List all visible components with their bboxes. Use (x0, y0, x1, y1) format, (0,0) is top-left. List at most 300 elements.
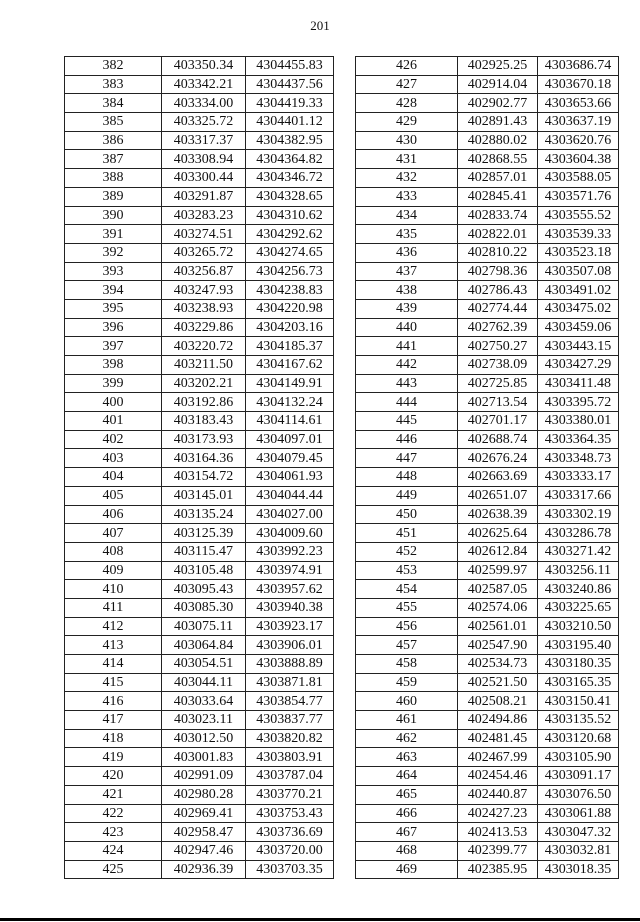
x-coordinate-cell: 403173.93 (162, 430, 246, 449)
point-number-cell: 458 (356, 655, 458, 674)
y-coordinate-cell: 4304274.65 (246, 243, 334, 262)
table-row (356, 860, 619, 879)
y-coordinate-cell: 4304455.83 (246, 57, 334, 76)
x-coordinate-cell: 403095.43 (162, 580, 246, 599)
x-coordinate-cell: 403001.83 (162, 748, 246, 767)
point-number-cell: 411 (65, 598, 162, 617)
x-coordinate-cell: 402786.43 (458, 281, 538, 300)
y-coordinate-cell: 4304256.73 (246, 262, 334, 281)
point-number-cell: 424 (65, 841, 162, 860)
y-coordinate-cell: 4303940.38 (246, 598, 334, 617)
y-coordinate-cell: 4304238.83 (246, 281, 334, 300)
table-row (356, 113, 619, 132)
y-coordinate-cell: 4303753.43 (246, 804, 334, 823)
x-coordinate-cell: 402663.69 (458, 468, 538, 487)
point-number-cell: 395 (65, 299, 162, 318)
y-coordinate-cell: 4303770.21 (246, 785, 334, 804)
y-coordinate-cell: 4303604.38 (538, 150, 619, 169)
table-row (65, 169, 334, 188)
x-coordinate-cell: 403135.24 (162, 505, 246, 524)
point-number-cell: 462 (356, 729, 458, 748)
y-coordinate-cell: 4303588.05 (538, 169, 619, 188)
table-row (356, 75, 619, 94)
x-coordinate-cell: 402798.36 (458, 262, 538, 281)
x-coordinate-cell: 402902.77 (458, 94, 538, 113)
point-number-cell: 390 (65, 206, 162, 225)
y-coordinate-cell: 4303992.23 (246, 542, 334, 561)
point-number-cell: 438 (356, 281, 458, 300)
x-coordinate-cell: 403334.00 (162, 94, 246, 113)
x-coordinate-cell: 403291.87 (162, 187, 246, 206)
x-coordinate-cell: 402481.45 (458, 729, 538, 748)
x-coordinate-cell: 402427.23 (458, 804, 538, 823)
y-coordinate-cell: 4303165.35 (538, 673, 619, 692)
x-coordinate-cell: 402612.84 (458, 542, 538, 561)
point-number-cell: 420 (65, 767, 162, 786)
y-coordinate-cell: 4303507.08 (538, 262, 619, 281)
point-number-cell: 405 (65, 486, 162, 505)
table-row (65, 711, 334, 730)
x-coordinate-cell: 403247.93 (162, 281, 246, 300)
point-number-cell: 448 (356, 468, 458, 487)
table-row (356, 318, 619, 337)
y-coordinate-cell: 4304061.93 (246, 468, 334, 487)
y-coordinate-cell: 4303105.90 (538, 748, 619, 767)
x-coordinate-cell: 402936.39 (162, 860, 246, 879)
y-coordinate-cell: 4303637.19 (538, 113, 619, 132)
table-row (356, 374, 619, 393)
table-row (65, 393, 334, 412)
x-coordinate-cell: 402547.90 (458, 636, 538, 655)
table-row (65, 785, 334, 804)
table-row (65, 113, 334, 132)
x-coordinate-cell: 402947.46 (162, 841, 246, 860)
y-coordinate-cell: 4303076.50 (538, 785, 619, 804)
point-number-cell: 450 (356, 505, 458, 524)
point-number-cell: 460 (356, 692, 458, 711)
table-row (65, 692, 334, 711)
y-coordinate-cell: 4303032.81 (538, 841, 619, 860)
x-coordinate-cell: 402440.87 (458, 785, 538, 804)
point-number-cell: 432 (356, 169, 458, 188)
table-row (65, 187, 334, 206)
page-bottom-border (0, 918, 640, 921)
y-coordinate-cell: 4303837.77 (246, 711, 334, 730)
y-coordinate-cell: 4304401.12 (246, 113, 334, 132)
point-number-cell: 396 (65, 318, 162, 337)
point-number-cell: 454 (356, 580, 458, 599)
x-coordinate-cell: 403054.51 (162, 655, 246, 674)
x-coordinate-cell: 402625.64 (458, 524, 538, 543)
point-number-cell: 466 (356, 804, 458, 823)
point-number-cell: 441 (356, 337, 458, 356)
x-coordinate-cell: 403183.43 (162, 412, 246, 431)
y-coordinate-cell: 4303240.86 (538, 580, 619, 599)
y-coordinate-cell: 4303018.35 (538, 860, 619, 879)
table-row (65, 243, 334, 262)
y-coordinate-cell: 4303523.18 (538, 243, 619, 262)
y-coordinate-cell: 4303286.78 (538, 524, 619, 543)
table-row (65, 505, 334, 524)
x-coordinate-cell: 402599.97 (458, 561, 538, 580)
point-number-cell: 430 (356, 131, 458, 150)
table-row (356, 729, 619, 748)
x-coordinate-cell: 403300.44 (162, 169, 246, 188)
table-row (65, 598, 334, 617)
point-number-cell: 443 (356, 374, 458, 393)
x-coordinate-cell: 402385.95 (458, 860, 538, 879)
y-coordinate-cell: 4303380.01 (538, 412, 619, 431)
y-coordinate-cell: 4303957.62 (246, 580, 334, 599)
point-number-cell: 453 (356, 561, 458, 580)
y-coordinate-cell: 4304419.33 (246, 94, 334, 113)
table-row (65, 673, 334, 692)
table-row (65, 823, 334, 842)
table-row (356, 767, 619, 786)
point-number-cell: 461 (356, 711, 458, 730)
point-number-cell: 439 (356, 299, 458, 318)
point-number-cell: 418 (65, 729, 162, 748)
x-coordinate-cell: 403265.72 (162, 243, 246, 262)
point-number-cell: 464 (356, 767, 458, 786)
x-coordinate-cell: 403033.64 (162, 692, 246, 711)
point-number-cell: 429 (356, 113, 458, 132)
table-row (65, 206, 334, 225)
table-row (356, 561, 619, 580)
x-coordinate-cell: 402980.28 (162, 785, 246, 804)
table-row (356, 449, 619, 468)
point-number-cell: 385 (65, 113, 162, 132)
table-row (356, 748, 619, 767)
y-coordinate-cell: 4303871.81 (246, 673, 334, 692)
x-coordinate-cell: 403023.11 (162, 711, 246, 730)
point-number-cell: 412 (65, 617, 162, 636)
point-number-cell: 449 (356, 486, 458, 505)
point-number-cell: 434 (356, 206, 458, 225)
point-number-cell: 406 (65, 505, 162, 524)
table-row (65, 150, 334, 169)
point-number-cell: 431 (356, 150, 458, 169)
point-number-cell: 433 (356, 187, 458, 206)
table-row (356, 486, 619, 505)
table-row (65, 617, 334, 636)
point-number-cell: 422 (65, 804, 162, 823)
x-coordinate-cell: 403283.23 (162, 206, 246, 225)
y-coordinate-cell: 4303670.18 (538, 75, 619, 94)
y-coordinate-cell: 4304097.01 (246, 430, 334, 449)
table-row (356, 412, 619, 431)
point-number-cell: 436 (356, 243, 458, 262)
table-row (356, 636, 619, 655)
y-coordinate-cell: 4303820.82 (246, 729, 334, 748)
y-coordinate-cell: 4304167.62 (246, 356, 334, 375)
table-row (65, 412, 334, 431)
point-number-cell: 408 (65, 542, 162, 561)
point-number-cell: 457 (356, 636, 458, 655)
table-row (356, 206, 619, 225)
table-row (356, 468, 619, 487)
y-coordinate-cell: 4303302.19 (538, 505, 619, 524)
y-coordinate-cell: 4303620.76 (538, 131, 619, 150)
x-coordinate-cell: 402762.39 (458, 318, 538, 337)
point-number-cell: 389 (65, 187, 162, 206)
y-coordinate-cell: 4303703.35 (246, 860, 334, 879)
point-number-cell: 415 (65, 673, 162, 692)
point-number-cell: 427 (356, 75, 458, 94)
table-row (65, 542, 334, 561)
x-coordinate-cell: 403342.21 (162, 75, 246, 94)
y-coordinate-cell: 4303135.52 (538, 711, 619, 730)
y-coordinate-cell: 4303906.01 (246, 636, 334, 655)
x-coordinate-cell: 402561.01 (458, 617, 538, 636)
x-coordinate-cell: 403115.47 (162, 542, 246, 561)
y-coordinate-cell: 4303061.88 (538, 804, 619, 823)
table-row (356, 57, 619, 76)
x-coordinate-cell: 402521.50 (458, 673, 538, 692)
point-number-cell: 409 (65, 561, 162, 580)
y-coordinate-cell: 4303333.17 (538, 468, 619, 487)
y-coordinate-cell: 4303364.35 (538, 430, 619, 449)
table-row (356, 823, 619, 842)
table-row (65, 94, 334, 113)
x-coordinate-cell: 402891.43 (458, 113, 538, 132)
y-coordinate-cell: 4304292.62 (246, 225, 334, 244)
x-coordinate-cell: 403064.84 (162, 636, 246, 655)
point-number-cell: 447 (356, 449, 458, 468)
y-coordinate-cell: 4304079.45 (246, 449, 334, 468)
point-number-cell: 392 (65, 243, 162, 262)
x-coordinate-cell: 402880.02 (458, 131, 538, 150)
y-coordinate-cell: 4304220.98 (246, 299, 334, 318)
x-coordinate-cell: 403317.37 (162, 131, 246, 150)
y-coordinate-cell: 4303411.48 (538, 374, 619, 393)
y-coordinate-cell: 4303120.68 (538, 729, 619, 748)
point-number-cell: 469 (356, 860, 458, 879)
y-coordinate-cell: 4303974.91 (246, 561, 334, 580)
x-coordinate-cell: 403274.51 (162, 225, 246, 244)
y-coordinate-cell: 4304310.62 (246, 206, 334, 225)
y-coordinate-cell: 4303225.65 (538, 598, 619, 617)
table-row (356, 225, 619, 244)
y-coordinate-cell: 4303459.06 (538, 318, 619, 337)
table-row (356, 524, 619, 543)
y-coordinate-cell: 4303091.17 (538, 767, 619, 786)
table-row (356, 617, 619, 636)
y-coordinate-cell: 4303491.02 (538, 281, 619, 300)
table-row (65, 636, 334, 655)
y-coordinate-cell: 4303150.41 (538, 692, 619, 711)
x-coordinate-cell: 403012.50 (162, 729, 246, 748)
x-coordinate-cell: 402958.47 (162, 823, 246, 842)
x-coordinate-cell: 402857.01 (458, 169, 538, 188)
x-coordinate-cell: 402914.04 (458, 75, 538, 94)
x-coordinate-cell: 402467.99 (458, 748, 538, 767)
table-row (356, 169, 619, 188)
y-coordinate-cell: 4304382.95 (246, 131, 334, 150)
y-coordinate-cell: 4304009.60 (246, 524, 334, 543)
x-coordinate-cell: 402574.06 (458, 598, 538, 617)
point-number-cell: 416 (65, 692, 162, 711)
table-row (65, 57, 334, 76)
x-coordinate-cell: 402925.25 (458, 57, 538, 76)
x-coordinate-cell: 403192.86 (162, 393, 246, 412)
table-row (356, 243, 619, 262)
point-number-cell: 451 (356, 524, 458, 543)
point-number-cell: 465 (356, 785, 458, 804)
x-coordinate-cell: 402413.53 (458, 823, 538, 842)
table-row (356, 281, 619, 300)
table-row (65, 486, 334, 505)
point-number-cell: 456 (356, 617, 458, 636)
table-row (65, 131, 334, 150)
y-coordinate-cell: 4303555.52 (538, 206, 619, 225)
y-coordinate-cell: 4304328.65 (246, 187, 334, 206)
coordinates-table-left (64, 56, 334, 879)
x-coordinate-cell: 403211.50 (162, 356, 246, 375)
point-number-cell: 403 (65, 449, 162, 468)
y-coordinate-cell: 4303736.69 (246, 823, 334, 842)
table-row (356, 356, 619, 375)
x-coordinate-cell: 402738.09 (458, 356, 538, 375)
point-number-cell: 435 (356, 225, 458, 244)
table-row (356, 841, 619, 860)
table-row (356, 673, 619, 692)
page-number: 201 (310, 18, 330, 33)
x-coordinate-cell: 403044.11 (162, 673, 246, 692)
x-coordinate-cell: 402638.39 (458, 505, 538, 524)
point-number-cell: 426 (356, 57, 458, 76)
y-coordinate-cell: 4303317.66 (538, 486, 619, 505)
table-row (65, 655, 334, 674)
x-coordinate-cell: 403085.30 (162, 598, 246, 617)
y-coordinate-cell: 4303803.91 (246, 748, 334, 767)
point-number-cell: 398 (65, 356, 162, 375)
y-coordinate-cell: 4303427.29 (538, 356, 619, 375)
point-number-cell: 428 (356, 94, 458, 113)
x-coordinate-cell: 403256.87 (162, 262, 246, 281)
table-row (356, 692, 619, 711)
table-row (65, 356, 334, 375)
point-number-cell: 419 (65, 748, 162, 767)
y-coordinate-cell: 4304364.82 (246, 150, 334, 169)
table-row (65, 299, 334, 318)
table-row (65, 468, 334, 487)
y-coordinate-cell: 4303443.15 (538, 337, 619, 356)
table-row (65, 804, 334, 823)
table-row (356, 542, 619, 561)
y-coordinate-cell: 4303210.50 (538, 617, 619, 636)
table-row (65, 430, 334, 449)
y-coordinate-cell: 4303720.00 (246, 841, 334, 860)
point-number-cell: 393 (65, 262, 162, 281)
x-coordinate-cell: 403202.21 (162, 374, 246, 393)
x-coordinate-cell: 402725.85 (458, 374, 538, 393)
table-row (65, 580, 334, 599)
y-coordinate-cell: 4303854.77 (246, 692, 334, 711)
table-row (65, 337, 334, 356)
table-row (65, 524, 334, 543)
y-coordinate-cell: 4303195.40 (538, 636, 619, 655)
table-row (356, 580, 619, 599)
table-row (65, 767, 334, 786)
table-row (356, 505, 619, 524)
point-number-cell: 414 (65, 655, 162, 674)
y-coordinate-cell: 4304185.37 (246, 337, 334, 356)
table-row (356, 393, 619, 412)
x-coordinate-cell: 402701.17 (458, 412, 538, 431)
x-coordinate-cell: 402868.55 (458, 150, 538, 169)
x-coordinate-cell: 403154.72 (162, 468, 246, 487)
x-coordinate-cell: 402810.22 (458, 243, 538, 262)
x-coordinate-cell: 403164.36 (162, 449, 246, 468)
y-coordinate-cell: 4304346.72 (246, 169, 334, 188)
point-number-cell: 459 (356, 673, 458, 692)
x-coordinate-cell: 402845.41 (458, 187, 538, 206)
table-row (65, 841, 334, 860)
y-coordinate-cell: 4303888.89 (246, 655, 334, 674)
y-coordinate-cell: 4304044.44 (246, 486, 334, 505)
point-number-cell: 455 (356, 598, 458, 617)
x-coordinate-cell: 402822.01 (458, 225, 538, 244)
point-number-cell: 425 (65, 860, 162, 879)
point-number-cell: 417 (65, 711, 162, 730)
table-row (65, 225, 334, 244)
x-coordinate-cell: 402508.21 (458, 692, 538, 711)
x-coordinate-cell: 403105.48 (162, 561, 246, 580)
x-coordinate-cell: 402399.77 (458, 841, 538, 860)
point-number-cell: 401 (65, 412, 162, 431)
table-row (356, 785, 619, 804)
coordinates-table-right (355, 56, 619, 879)
point-number-cell: 442 (356, 356, 458, 375)
point-number-cell: 397 (65, 337, 162, 356)
point-number-cell: 383 (65, 75, 162, 94)
y-coordinate-cell: 4303475.02 (538, 299, 619, 318)
table-row (356, 655, 619, 674)
x-coordinate-cell: 402750.27 (458, 337, 538, 356)
y-coordinate-cell: 4304114.61 (246, 412, 334, 431)
x-coordinate-cell: 403229.86 (162, 318, 246, 337)
x-coordinate-cell: 402991.09 (162, 767, 246, 786)
y-coordinate-cell: 4303271.42 (538, 542, 619, 561)
point-number-cell: 463 (356, 748, 458, 767)
point-number-cell: 400 (65, 393, 162, 412)
table-row (65, 748, 334, 767)
point-number-cell: 394 (65, 281, 162, 300)
x-coordinate-cell: 403145.01 (162, 486, 246, 505)
y-coordinate-cell: 4304149.91 (246, 374, 334, 393)
point-number-cell: 399 (65, 374, 162, 393)
table-row (356, 337, 619, 356)
point-number-cell: 391 (65, 225, 162, 244)
y-coordinate-cell: 4303047.32 (538, 823, 619, 842)
y-coordinate-cell: 4303686.74 (538, 57, 619, 76)
x-coordinate-cell: 403238.93 (162, 299, 246, 318)
x-coordinate-cell: 402713.54 (458, 393, 538, 412)
table-row (65, 374, 334, 393)
x-coordinate-cell: 402969.41 (162, 804, 246, 823)
point-number-cell: 410 (65, 580, 162, 599)
x-coordinate-cell: 402587.05 (458, 580, 538, 599)
table-row (65, 262, 334, 281)
table-row (356, 598, 619, 617)
y-coordinate-cell: 4303348.73 (538, 449, 619, 468)
x-coordinate-cell: 403308.94 (162, 150, 246, 169)
table-row (65, 318, 334, 337)
y-coordinate-cell: 4304132.24 (246, 393, 334, 412)
point-number-cell: 387 (65, 150, 162, 169)
y-coordinate-cell: 4303180.35 (538, 655, 619, 674)
